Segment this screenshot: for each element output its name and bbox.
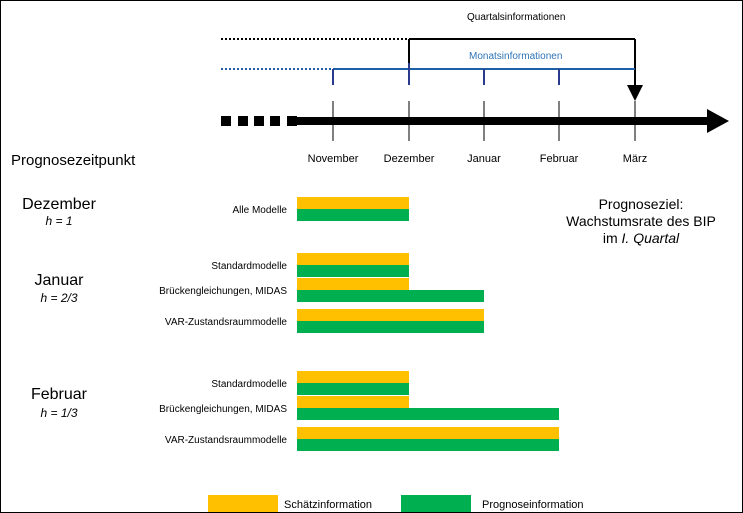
- month-label: Dezember: [383, 153, 435, 165]
- model-label: Alle Modelle: [232, 205, 287, 216]
- estimation-bar: [297, 197, 409, 209]
- model-label: Brückengleichungen, MIDAS: [159, 404, 287, 415]
- month-labels: [308, 153, 648, 165]
- monthly-info-line: [221, 63, 635, 85]
- target-line-3-prefix: im: [602, 230, 622, 246]
- model-label: VAR-Zustandsraummodelle: [164, 317, 287, 328]
- group-month: Januar: [34, 272, 84, 289]
- group-horizon: h = 1: [45, 214, 73, 228]
- forecast-target: [566, 196, 716, 246]
- monthly-info-label: Monatsinformationen: [469, 51, 563, 62]
- forecast-timeline-diagram: [1, 1, 742, 512]
- legend-estimation-swatch: [208, 495, 278, 512]
- estimation-bar: [297, 253, 409, 265]
- legend-forecast-swatch: [401, 495, 471, 512]
- forecast-bar: [297, 439, 559, 451]
- group-horizon: h = 2/3: [40, 291, 78, 305]
- group-dezember: [22, 196, 409, 228]
- forecast-groups: [22, 196, 559, 451]
- forecast-bar: [297, 408, 559, 420]
- legend-estimation-label: Schätzinformation: [284, 499, 373, 511]
- forecast-bar: [297, 290, 484, 302]
- estimation-bar: [297, 371, 409, 383]
- model-label: Standardmodelle: [211, 379, 287, 390]
- model-label: VAR-Zustandsraummodelle: [164, 435, 287, 446]
- estimation-bar: [297, 278, 409, 290]
- model-label: Brückengleichungen, MIDAS: [159, 286, 287, 297]
- target-line-3: [603, 230, 680, 246]
- legend: [208, 495, 584, 512]
- month-label: Januar: [467, 153, 501, 165]
- group-horizon: h = 1/3: [40, 406, 78, 420]
- target-quarter: I. Quartal: [621, 230, 680, 246]
- group-month: Dezember: [22, 196, 96, 213]
- forecast-bar: [297, 209, 409, 221]
- target-line-2: Wachstumsrate des BIP: [566, 213, 716, 229]
- forecast-bar: [297, 265, 409, 277]
- legend-forecast-label: Prognoseinformation: [482, 499, 584, 511]
- month-label: Februar: [539, 153, 579, 165]
- month-label: November: [307, 153, 359, 165]
- estimation-bar: [297, 396, 409, 408]
- month-label: März: [622, 153, 648, 165]
- target-line-1: Prognoseziel:: [598, 196, 684, 212]
- time-axis: [221, 109, 729, 133]
- estimation-bar: [297, 427, 559, 439]
- group-februar: [31, 371, 559, 451]
- forecast-date-heading: Prognosezeitpunkt: [11, 152, 136, 169]
- forecast-bar: [297, 383, 409, 395]
- group-month: Februar: [30, 386, 88, 403]
- quarterly-info-line: [221, 39, 635, 93]
- group-januar: [35, 253, 484, 333]
- model-label: Standardmodelle: [211, 261, 287, 272]
- estimation-bar: [297, 309, 484, 321]
- quarterly-info-label: Quartalsinformationen: [467, 12, 566, 23]
- forecast-bar: [297, 321, 484, 333]
